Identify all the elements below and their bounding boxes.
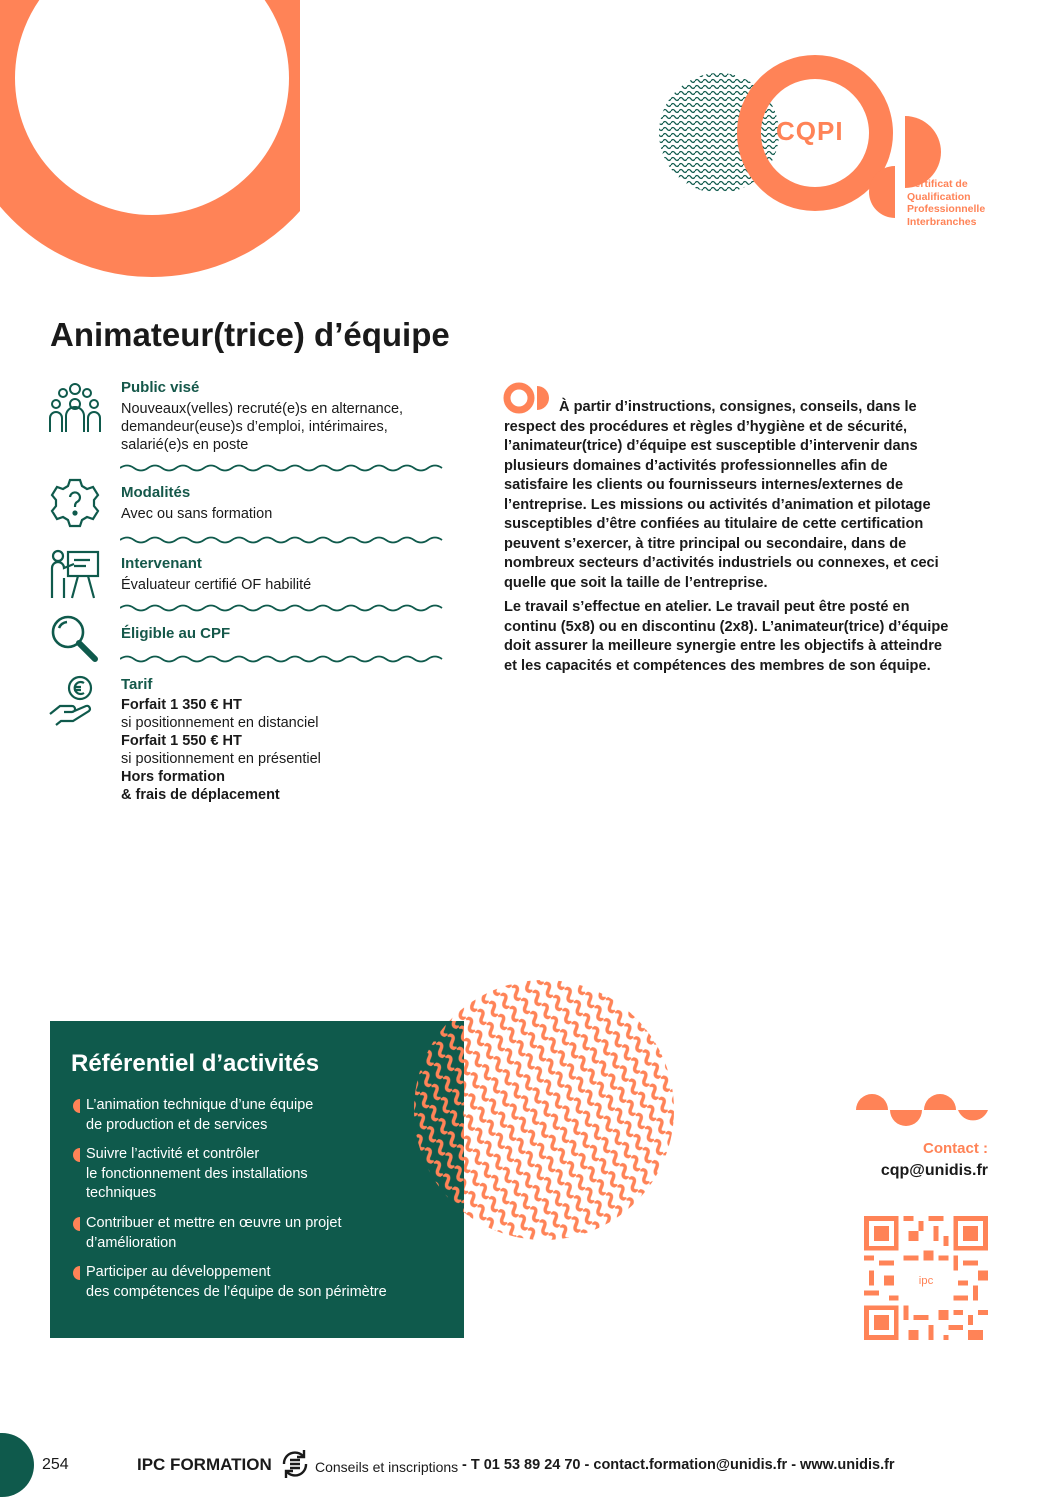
tarif-price-presentiel: Forfait 1 550 € HT bbox=[121, 733, 242, 749]
tarif-condition: si positionnement en distanciel bbox=[121, 715, 319, 731]
public-text-line: Nouveaux(velles) recruté(e)s en alternance, bbox=[121, 401, 404, 417]
wave-divider bbox=[120, 654, 445, 664]
wave-divider bbox=[120, 535, 445, 545]
referentiel-item-line: de production et de services bbox=[86, 1116, 268, 1133]
referentiel-title: Référentiel d’activités bbox=[71, 1050, 320, 1077]
referentiel-item-line: Participer au développement bbox=[86, 1264, 271, 1280]
cqpi-subtitle-line: Qualification bbox=[907, 190, 971, 203]
description-line: quelle que soit la taille de l’entreprise. bbox=[504, 574, 768, 591]
public-text-line: salarié(e)s en poste bbox=[121, 437, 249, 453]
cqpi-subtitle bbox=[907, 178, 1017, 228]
modalites-text: Avec ou sans formation bbox=[121, 506, 273, 522]
description-line: continu (5x8) ou en discontinu (2x8). L’animateur(trice) d’équipe bbox=[504, 618, 949, 635]
referentiel-item bbox=[86, 1096, 456, 1135]
wave-divider bbox=[120, 603, 445, 613]
description-line: satisfaire les clients ou fournisseurs internes/externes de bbox=[504, 477, 904, 493]
footer-tab-shape bbox=[0, 1433, 34, 1497]
decorative-ring bbox=[0, 0, 300, 300]
description-line: l’entreprise. Les missions ou activités d’animation et pilotage bbox=[504, 496, 931, 513]
description-line: doit assurer la meilleure synergie entre les objectifs à atteindre bbox=[504, 638, 942, 654]
decorative-wave-mark bbox=[854, 1092, 989, 1128]
modalites-label: Modalités bbox=[121, 484, 191, 501]
referentiel-item-line: Contribuer et mettre en œuvre un projet bbox=[86, 1215, 342, 1231]
tarif-price-distanciel: Forfait 1 350 € HT bbox=[121, 697, 242, 713]
bullet-half-circle-icon bbox=[71, 1217, 80, 1231]
tarif-condition: si positionnement en présentiel bbox=[121, 751, 321, 767]
cqpi-subtitle-line: Interbranches bbox=[907, 215, 977, 228]
footer-brand: IPC FORMATION bbox=[137, 1455, 272, 1474]
footer-contact-line[interactable]: - T 01 53 89 24 70 - contact.formation@unidis.fr - www.unidis.fr bbox=[462, 1457, 895, 1473]
cqpi-subtitle-line: Certificat de bbox=[907, 178, 968, 190]
cpf-label: Éligible au CPF bbox=[121, 625, 231, 642]
referentiel-item bbox=[86, 1214, 456, 1253]
referentiel-item-line: techniques bbox=[86, 1185, 157, 1201]
page-title: Animateur(trice) d’équipe bbox=[50, 316, 450, 353]
description-line: et les capacités et compétences des membres de son équipe. bbox=[504, 657, 931, 674]
description-line: Le travail s’effectue en atelier. Le travail peut être posté en bbox=[504, 599, 910, 615]
description-line: respect des procédures et règles d’hygiène et de sécurité, bbox=[504, 418, 908, 435]
hand-euro-coin-icon bbox=[48, 674, 102, 728]
gear-question-icon bbox=[48, 476, 102, 530]
tarif-label: Tarif bbox=[121, 676, 153, 693]
public-text bbox=[121, 400, 451, 454]
presenter-board-icon bbox=[48, 548, 102, 602]
description-line: peuvent s’exercer, à titre principal ou secondaire, dans de bbox=[504, 535, 907, 552]
description-paragraph-1 bbox=[504, 398, 994, 593]
description-line: À partir d’instructions, consignes, conseils, dans le bbox=[559, 399, 917, 415]
description-line: l’animateur(trice) d’équipe est susceptible d’intervenir dans bbox=[504, 438, 918, 454]
cqpi-acronym: CQPI bbox=[776, 116, 844, 146]
contact-label: Contact : bbox=[923, 1140, 988, 1157]
footer-conseils: Conseils et inscriptions bbox=[315, 1459, 459, 1475]
intervenant-label: Intervenant bbox=[121, 555, 202, 572]
magnifier-icon bbox=[48, 612, 102, 666]
intervenant-text: Évaluateur certifié OF habilité bbox=[121, 577, 312, 593]
public-text-line: demandeur(euse)s d’emploi, intérimaires, bbox=[121, 419, 388, 435]
bullet-half-circle-icon bbox=[71, 1266, 80, 1280]
tarif-note: & frais de déplacement bbox=[121, 787, 280, 803]
referentiel-item-line: Suivre l’activité et contrôler bbox=[86, 1146, 260, 1162]
wave-divider bbox=[120, 463, 445, 473]
qr-code-icon[interactable] bbox=[864, 1216, 988, 1340]
contact-email-link[interactable]: cqp@unidis.fr bbox=[880, 1162, 988, 1179]
description-paragraph-2 bbox=[504, 598, 994, 676]
group-people-icon bbox=[48, 380, 102, 434]
tarif-note: Hors formation bbox=[121, 769, 225, 785]
referentiel-item-line: le fonctionnement des installations bbox=[86, 1165, 308, 1182]
description-line: nombreux secteurs d’activités industriels ou connexes, et ceci bbox=[504, 555, 939, 571]
cqpi-subtitle-line: Professionnelle bbox=[907, 203, 986, 215]
bullet-half-circle-icon bbox=[71, 1148, 80, 1162]
referentiel-item bbox=[86, 1263, 456, 1302]
refresh-list-icon bbox=[278, 1447, 312, 1481]
public-label: Public visé bbox=[121, 379, 200, 396]
description-line: plusieurs domaines d’activités professionnelles afin de bbox=[504, 457, 888, 474]
referentiel-item-line: L’animation technique d’une équipe bbox=[86, 1097, 314, 1113]
bullet-half-circle-icon bbox=[71, 1099, 80, 1113]
referentiel-item-line: des compétences de l’équipe de son périmètre bbox=[86, 1283, 387, 1300]
description-line: susceptibles d’être confiées au titulaire de cette certification bbox=[504, 516, 924, 532]
tarif-text bbox=[121, 696, 451, 804]
page-number: 254 bbox=[42, 1456, 69, 1473]
referentiel-item bbox=[86, 1145, 456, 1204]
referentiel-item-line: d’amélioration bbox=[86, 1234, 177, 1251]
svg-text:ipc: ipc bbox=[918, 1274, 934, 1287]
